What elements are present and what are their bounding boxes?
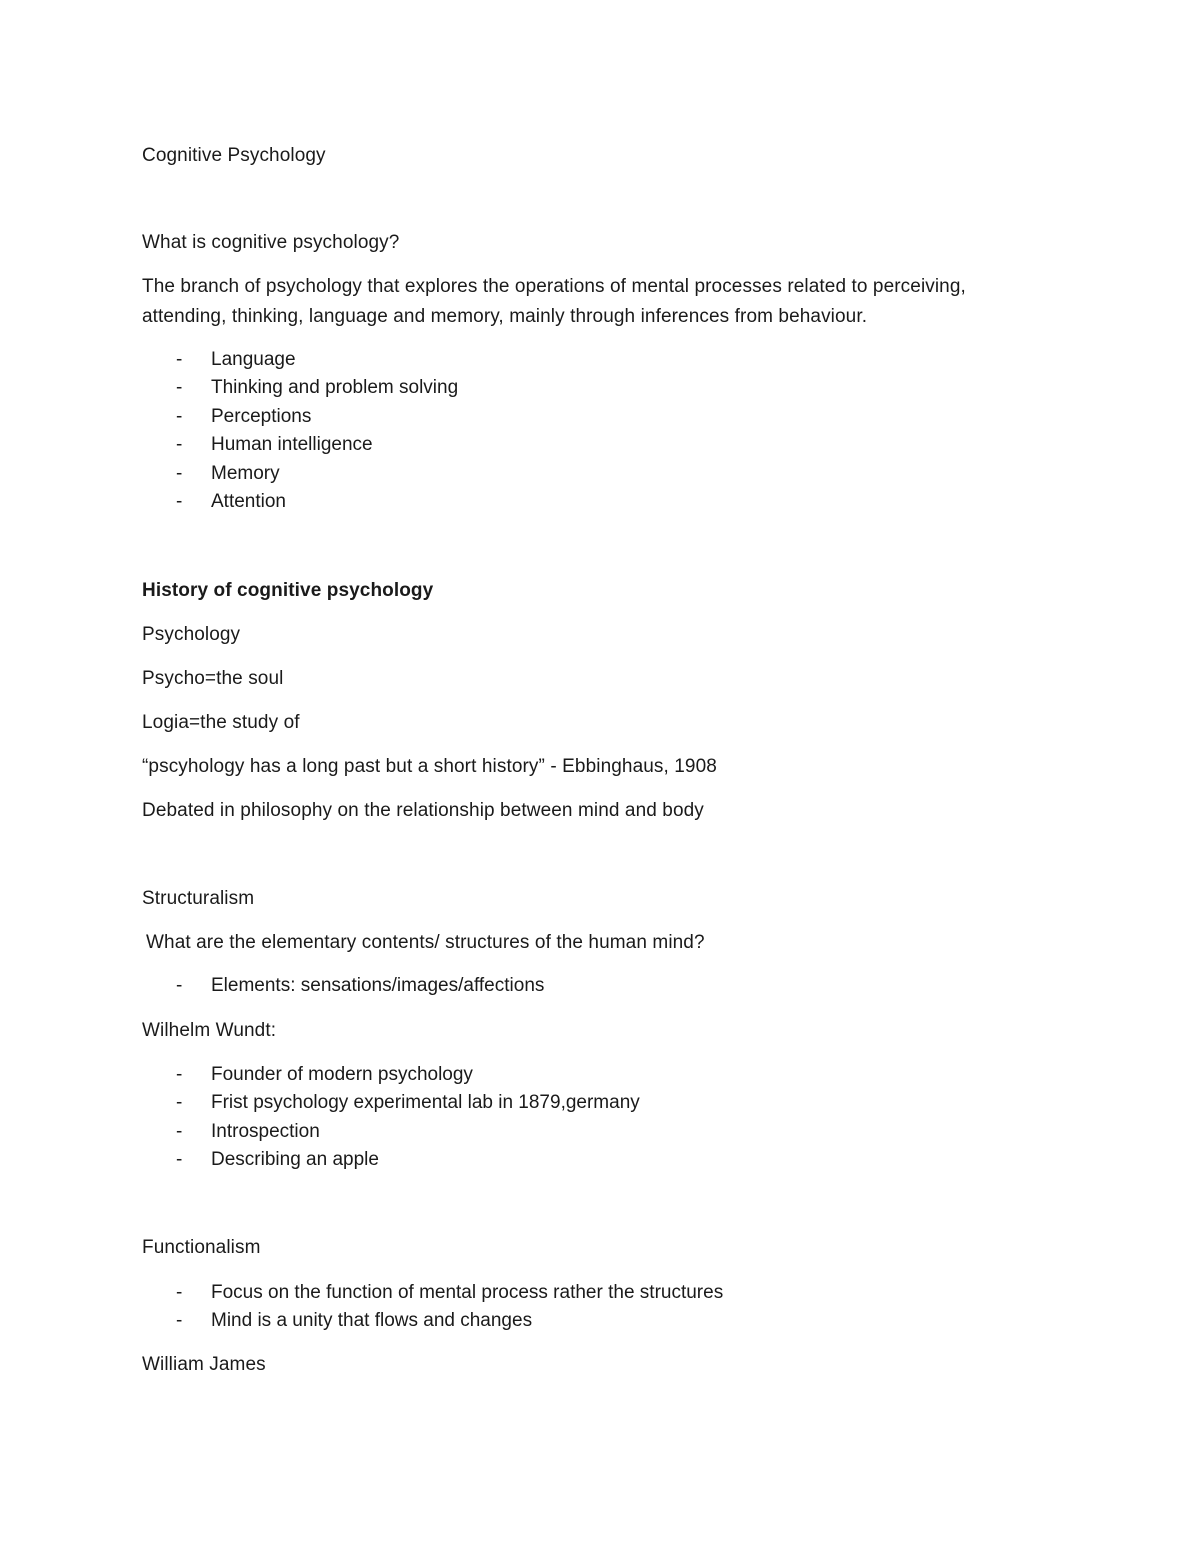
william-james-heading: William James	[142, 1354, 266, 1375]
history-heading: History of cognitive psychology	[142, 580, 434, 601]
bullet-dash: -	[176, 1064, 183, 1085]
list-item-text: Founder of modern psychology	[211, 1064, 473, 1085]
section-question: What is cognitive psychology?	[142, 232, 400, 253]
list-item-text: Introspection	[211, 1120, 320, 1142]
logia-definition: Logia=the study of	[142, 712, 300, 733]
list-item-text: Attention	[211, 490, 286, 512]
psycho-definition: Psycho=the soul	[142, 668, 284, 689]
bullet-dash: -	[176, 1310, 183, 1332]
bullet-dash: -	[176, 349, 183, 370]
bullet-dash: -	[176, 434, 183, 456]
list-item-text: Perceptions	[211, 405, 312, 427]
wundt-heading: Wilhelm Wundt:	[142, 1020, 277, 1041]
list-item-text: Memory	[211, 462, 280, 484]
list-item-text: Describing an apple	[211, 1149, 379, 1171]
document-title: Cognitive Psychology	[142, 145, 326, 166]
psychology-term: Psychology	[142, 624, 241, 645]
bullet-dash: -	[176, 975, 183, 996]
definition-line-2: attending, thinking, language and memory, mainly through inferences from behaviour.	[142, 306, 868, 327]
bullet-dash: -	[176, 1092, 183, 1114]
list-item-text: Mind is a unity that flows and changes	[211, 1310, 533, 1332]
bullet-dash: -	[176, 1120, 183, 1142]
bullet-dash: -	[176, 462, 183, 484]
structuralism-question: What are the elementary contents/ structures of the human mind?	[146, 932, 705, 953]
list-item-text: Thinking and problem solving	[211, 377, 459, 399]
bullet-dash: -	[176, 405, 183, 427]
bullet-dash: -	[176, 1282, 183, 1303]
list-item-text: Language	[211, 349, 296, 370]
definition-line-1: The branch of psychology that explores the operations of mental processes related to perceiving,	[142, 276, 966, 297]
ebbinghaus-quote: “pscyhology has a long past but a short history” - Ebbinghaus, 1908	[142, 756, 717, 777]
bullet-dash: -	[176, 1149, 183, 1171]
functionalism-heading: Functionalism	[142, 1237, 261, 1258]
list-item-text: Frist psychology experimental lab in 1879,germany	[211, 1092, 640, 1114]
list-item-text: Focus on the function of mental process rather the structures	[211, 1282, 724, 1303]
structuralism-heading: Structuralism	[142, 888, 255, 909]
bullet-dash: -	[176, 490, 183, 512]
list-item-text: Human intelligence	[211, 434, 373, 456]
bullet-dash: -	[176, 377, 183, 399]
debated-text: Debated in philosophy on the relationship between mind and body	[142, 800, 704, 821]
list-item-text: Elements: sensations/images/affections	[211, 975, 545, 996]
